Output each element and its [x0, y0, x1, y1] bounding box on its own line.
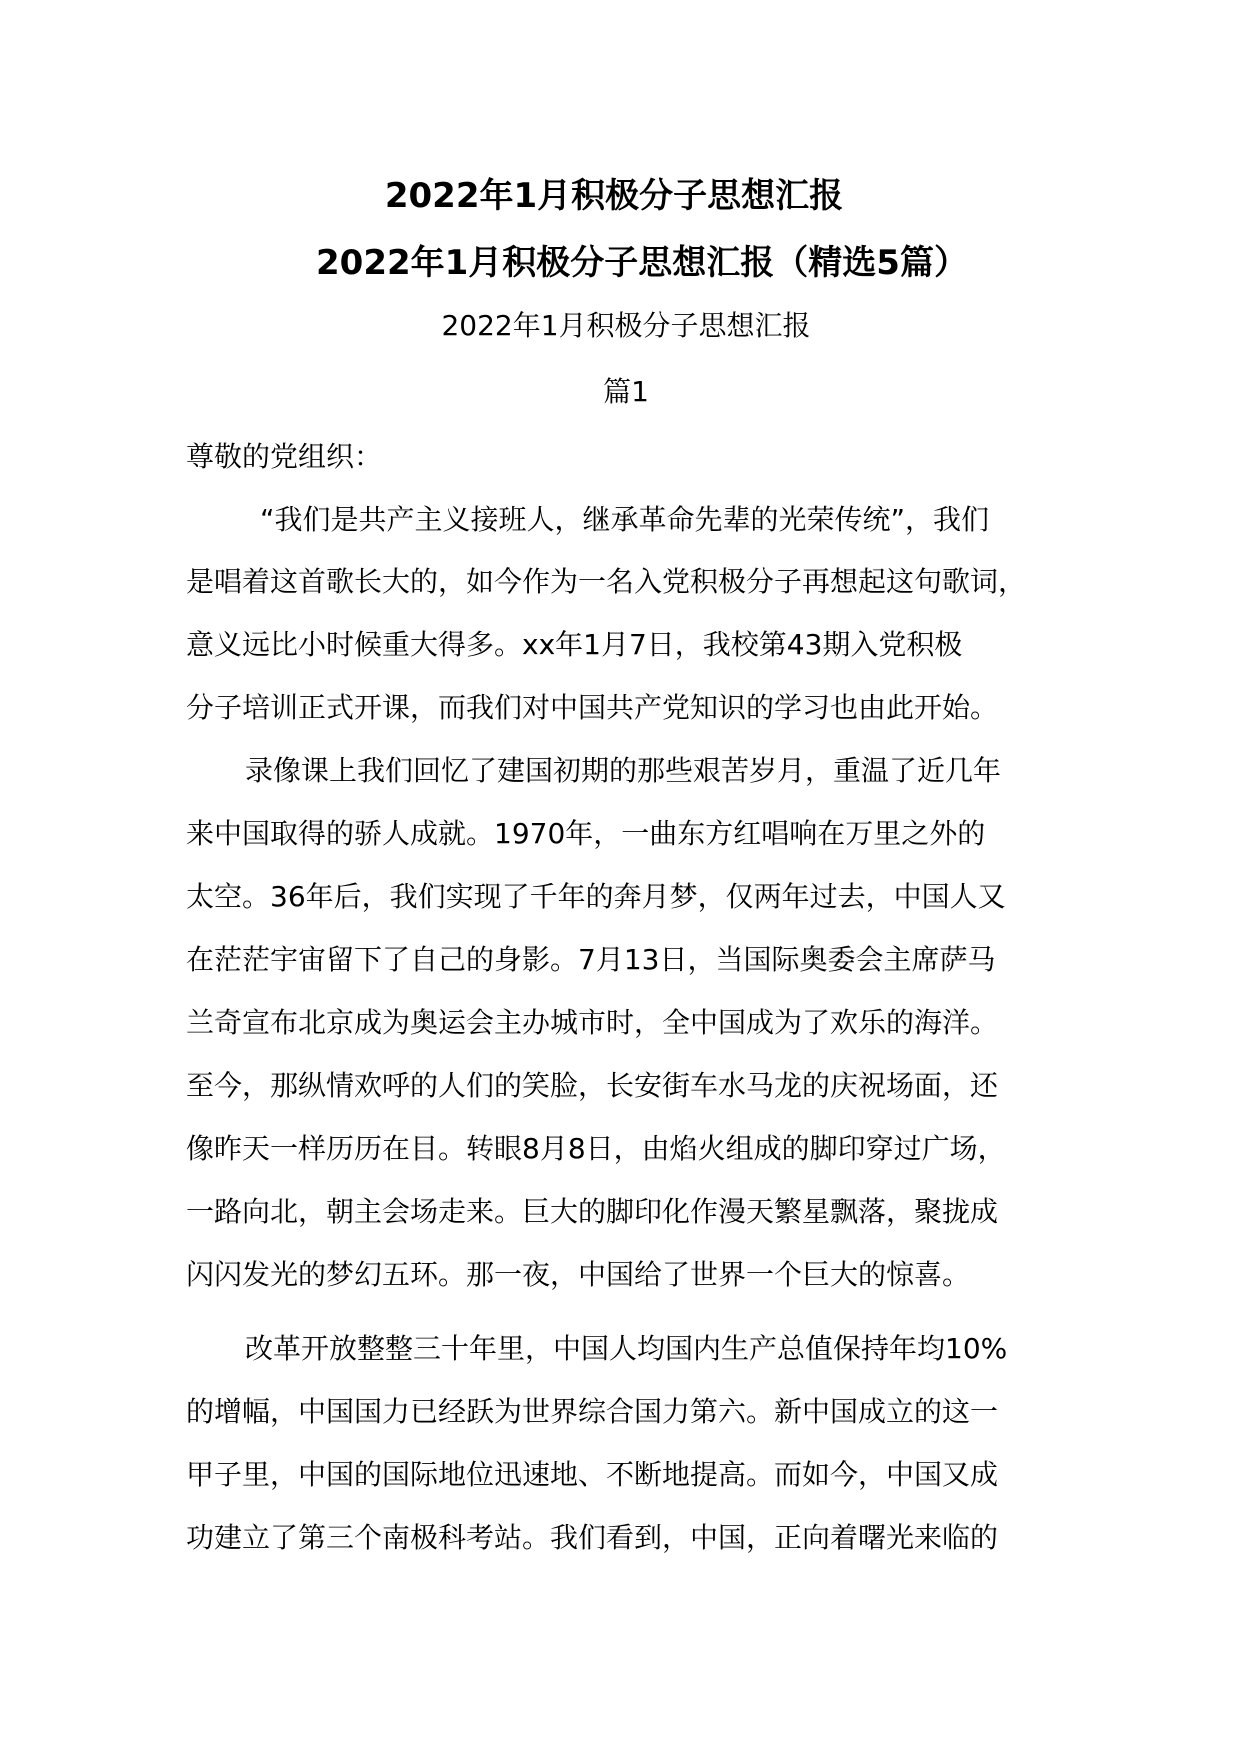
- text-line: 来中国取得的骄人成就。1970年，一曲东方红唱响在万里之外的: [186, 817, 986, 850]
- text-line: 兰奇宣布北京成为奥运会主办城市时，全中国成为了欢乐的海洋。: [186, 1006, 999, 1039]
- document-title: 2022年1月积极分子思想汇报: [384, 176, 844, 216]
- document-subtitle: 2022年1月积极分子思想汇报（精选5篇）: [316, 243, 968, 283]
- text-line: 闪闪发光的梦幻五环。那一夜，中国给了世界一个巨大的惊喜。: [186, 1258, 971, 1291]
- text-line: 至今，那纵情欢呼的人们的笑脸，长安街车水马龙的庆祝场面，还: [186, 1069, 999, 1102]
- text-line: 分子培训正式开课，而我们对中国共产党知识的学习也由此开始。: [186, 691, 999, 724]
- text-line: 的增幅，中国国力已经跃为世界综合国力第六。新中国成立的这一: [186, 1395, 999, 1428]
- text-line: 功建立了第三个南极科考站。我们看到，中国，正向着曙光来临的: [186, 1521, 999, 1554]
- text-line: 甲子里，中国的国际地位迅速地、不断地提高。而如今，中国又成: [186, 1458, 999, 1491]
- text-line: 在茫茫宇宙留下了自己的身影。7月13日，当国际奥委会主席萨马: [186, 943, 996, 976]
- article-heading: 2022年1月积极分子思想汇报: [441, 309, 811, 342]
- text-line: 一路向北，朝主会场走来。巨大的脚印化作漫天繁星飘落，聚拢成: [186, 1195, 999, 1228]
- section-label: 篇1: [603, 375, 649, 408]
- text-line: 像昨天一样历历在目。转眼8月8日，由焰火组成的脚印穿过广场，: [186, 1132, 1006, 1165]
- text-line: 太空。36年后，我们实现了千年的奔月梦，仅两年过去，中国人又: [186, 880, 1006, 913]
- salutation: 尊敬的党组织：: [186, 440, 383, 473]
- text-line: 意义远比小时候重大得多。xx年1月7日，我校第43期入党积极: [186, 628, 963, 661]
- text-line: 录像课上我们回忆了建国初期的那些艰苦岁月，重温了近几年: [245, 754, 1002, 787]
- text-line: “我们是共产主义接班人，继承革命先辈的光荣传统”，我们: [260, 503, 990, 536]
- text-line: 改革开放整整三十年里，中国人均国内生产总值保持年均10%: [245, 1332, 1008, 1365]
- text-line: 是唱着这首歌长大的，如今作为一名入党积极分子再想起这句歌词，: [186, 565, 1027, 598]
